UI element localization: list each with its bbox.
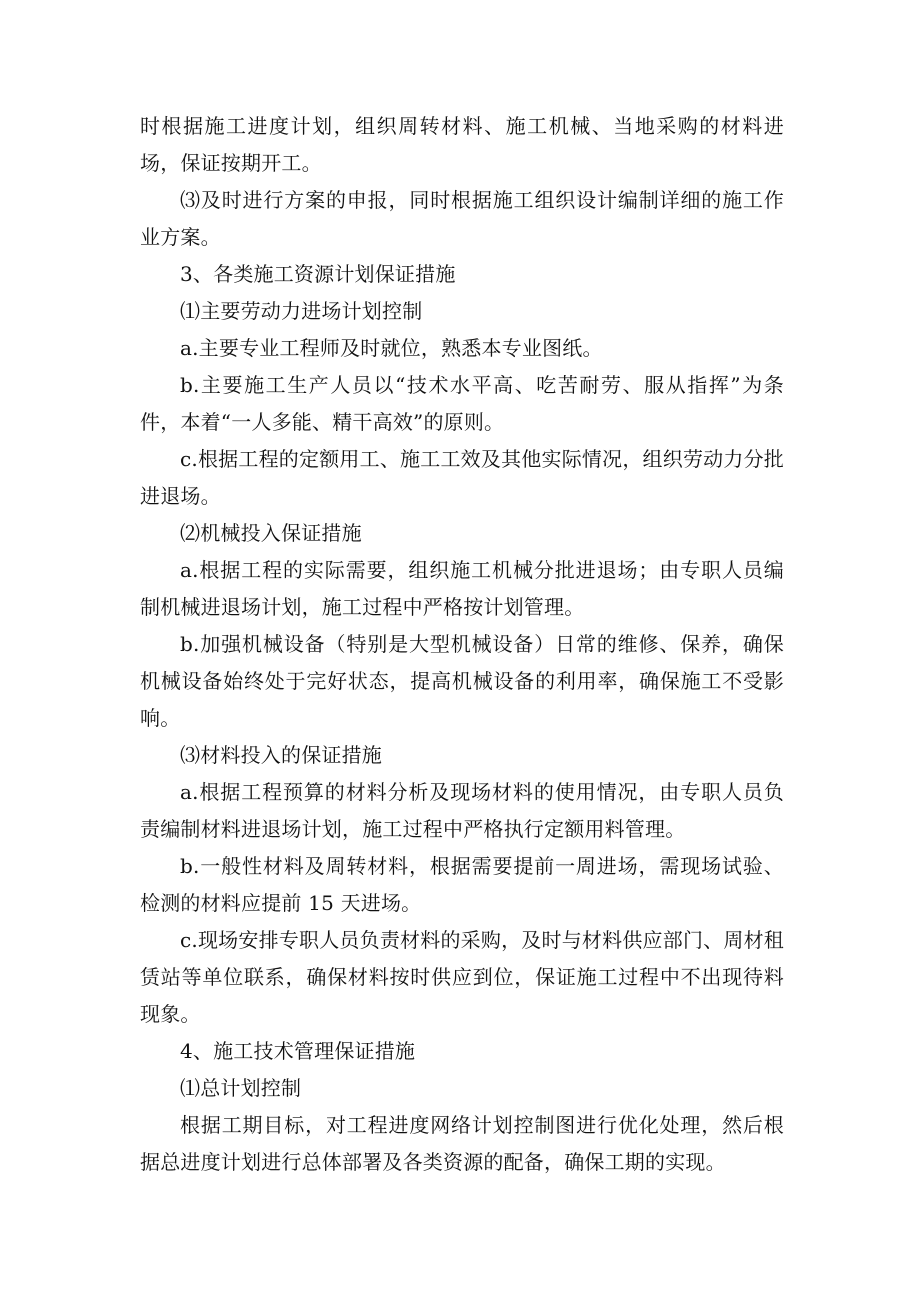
- list-item: b.加强机械设备（特别是大型机械设备）日常的维修、保养，确保机械设备始终处于完好状态，提高机械设备的利用率，确保施工不受影响。: [140, 632, 784, 730]
- document-body: [140, 108, 784, 1181]
- list-item: c.根据工程的定额用工、施工工效及其他实际情况，组织劳动力分批进退场。: [140, 447, 784, 508]
- list-item: a.根据工程的实际需要，组织施工机械分批进退场；由专职人员编制机械进退场计划，施工过程中严格按计划管理。: [140, 558, 784, 619]
- subsection-heading: ⑴主要劳动力进场计划控制: [180, 299, 423, 323]
- list-item: b.主要施工生产人员以“技术水平高、吃苦耐劳、服从指挥”为条件，本着“一人多能、精干高效”的原则。: [140, 373, 784, 434]
- list-item: a.根据工程预算的材料分析及现场材料的使用情况，由专职人员负责编制材料进退场计划，施工过程中严格执行定额用料管理。: [140, 780, 784, 841]
- list-item: b.一般性材料及周转材料，根据需要提前一周进场，需现场试验、检测的材料应提前 15 天进场。: [140, 854, 784, 915]
- section-heading: 4、施工技术管理保证措施: [180, 1039, 416, 1063]
- list-item: c.现场安排专职人员负责材料的采购，及时与材料供应部门、周材租赁站等单位联系，确保材料按时供应到位，保证施工过程中不出现待料现象。: [140, 928, 784, 1026]
- subsection-heading: ⑴总计划控制: [180, 1076, 302, 1100]
- paragraph: 时根据施工进度计划，组织周转材料、施工机械、当地采购的材料进场，保证按期开工。: [140, 114, 784, 175]
- subsection-heading: ⑶材料投入的保证措施: [180, 743, 382, 767]
- paragraph: 根据工期目标，对工程进度网络计划控制图进行优化处理，然后根据总进度计划进行总体部署及各类资源的配备，确保工期的实现。: [140, 1113, 784, 1174]
- section-heading: 3、各类施工资源计划保证措施: [180, 262, 456, 286]
- paragraph: ⑶及时进行方案的申报，同时根据施工组织设计编制详细的施工作业方案。: [140, 188, 784, 249]
- list-item: a.主要专业工程师及时就位，熟悉本专业图纸。: [180, 336, 603, 360]
- subsection-heading: ⑵机械投入保证措施: [180, 521, 362, 545]
